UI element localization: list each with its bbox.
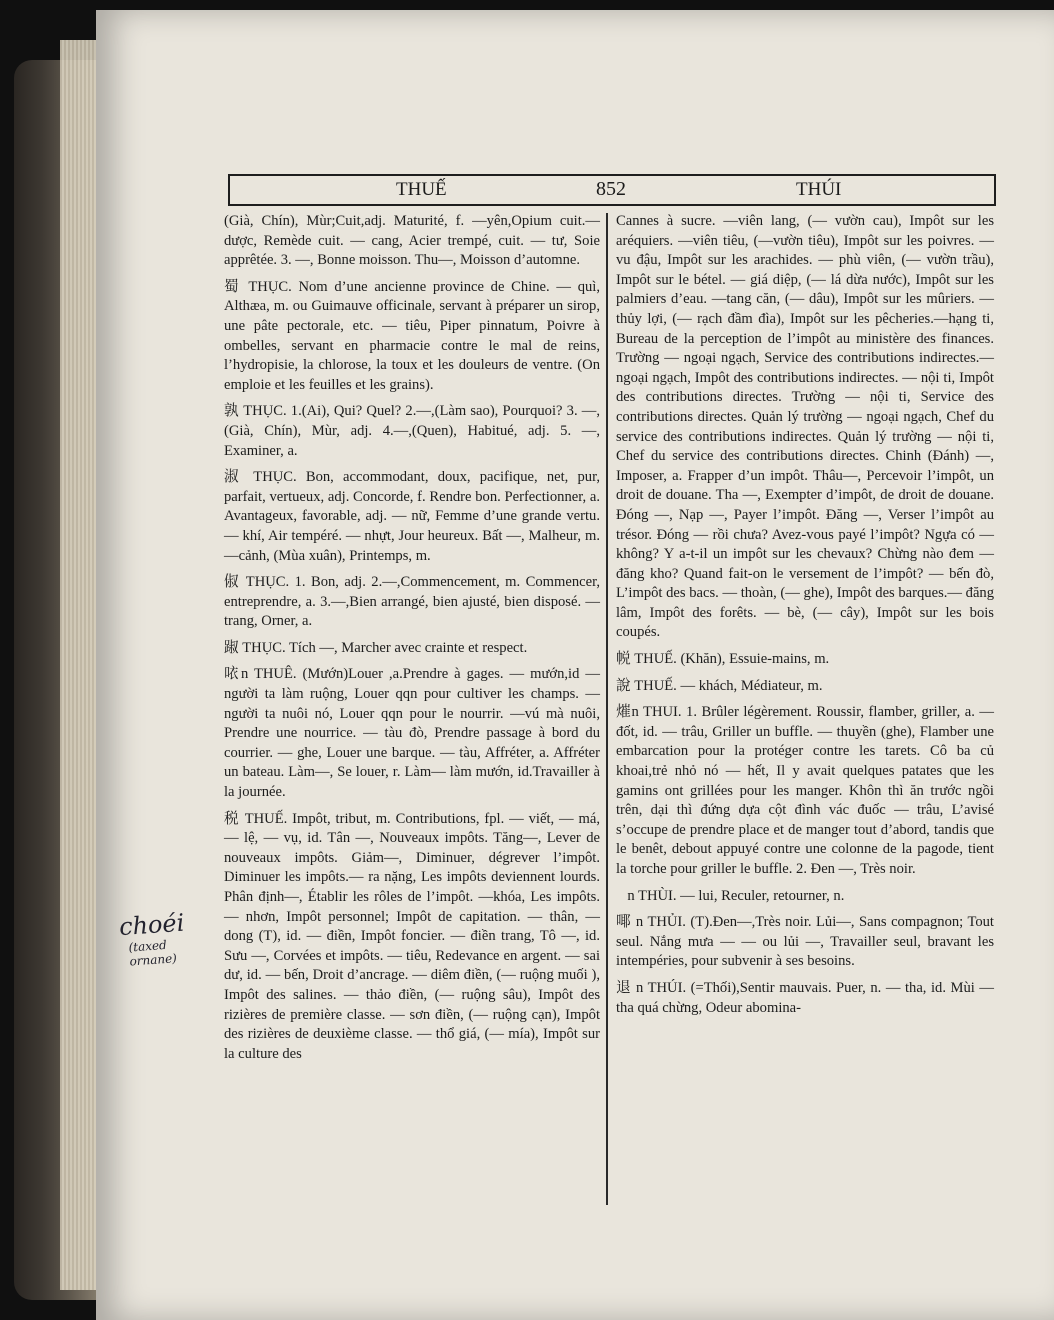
entry-thue-2: 税 THUẾ. Impôt, tribut, m. Contributions, fpl. — viết, — má, — lệ, — vụ, id. Tân —, Nouveaux impôts. Tăng—, Lever de nouveaux impôts. Giảm—, Diminuer, dégrever l’impôt. Diminuer les impôts.— ra nặng, Les impôts deviennent lourds. Phân định—, Établir les rôles de l’impôt. —khóa, Les impôts. — nhơn, Impôt personnel; Impôt de capitation. — thân, — dong (T), id. — điền, Impôt foncier. — điền trang, Tô —, id. Sưu —, Corvées et impôts. — tiêu, Redevance en argent. — sai dư, id. — bến, Droit d’ancrage. — diêm điền, (— ruộng muối ), Impôt des salines. — thảo điền, (— ruộng sâu), Impôt des rizières de première classe. — sơn điền, (— ruộng cạn), Impôt des rizières de deuxième classe. — thổ giá, (— mía), Impôt sur la culture des [224, 810, 600, 1062]
entry-thue-4: 說 THUẾ. — khách, Médiateur, m. [616, 677, 823, 694]
entry-thue-3: 帨 THUẾ. (Khăn), Essuie-mains, m. [616, 651, 830, 668]
margin-note-sub2: ornane) [129, 951, 178, 969]
entry-thui-2: 𨇒n THÙI. — lui, Reculer, retourner, n. [616, 887, 845, 904]
margin-note-word: choéi [118, 908, 186, 942]
entry-thuc-5: 踧 THỤC. Tích —, Marcher avec crainte et respect. [224, 639, 528, 656]
entry-thue-1: 𠲖n THUÊ. (Mướn)Louer ,a.Prendre à gages. — mướn,id —người ta làm ruộng, Louer qqn pour cultiver les champs. —người ta nuôi nó, Louer qqn pour le nourrir. —vú mà nuôi, Prendre une nourrice. — tàu đò, Prendre passage à bord du courrier. — ghe, Louer une barque. — tàu, Affréter, a. Affréter un bateau. Làm—, Se louer, r. Làm— làm mướn, id.Travailler à la journée. [224, 666, 600, 801]
right-column [616, 212, 994, 1018]
entry-thuc-3: 淑 THỤC. Bon, accommodant, doux, pacifique, net, pur, parfait, vertueux, adj. Concorde, f. Rendre bon. Perfectionner, a. Avantageux, favorable, adj. — nữ, Femme d’une grande vertu. — khí, Air tempéré. — nhựt, Jour heureux. Bất —, Malheur, m. —cảnh, (Mùa xuân), Printemps, m. [224, 469, 600, 564]
left-column [224, 212, 600, 1064]
entry-thuc-2: 孰 THỤC. 1.(Ai), Qui? Quel? 2.—,(Làm sao), Pourquoi? 3. —,(Già, Chín), Mùr, adj. 4.—,(Quen), Habitué, adj. 5. —, Examiner, a. [224, 403, 600, 459]
right-entry-continuation: Cannes à sucre. —viên lang, (— vườn cau), Impôt sur les aréquiers. —viên tiêu, (—vườn tiêu), Impôt sur les poivres. — vu đậu, Impôt sur les arachides. — phù viên, (— vườn trầu), Impôt sur le bétel. — giá diệp, (— lá dừa nước), Impôt sur les palmiers d’eau. —tang căn, (— dâu), Impôt sur les mûriers. — thủy lợi, (— rạch đầm đìa), Impôt sur les pêcheries.—hạng ti, Bureau de la perception de l’impôt au ministère des finances. Trường — ngoại ngạch, Service des contributions indirectes.— ngoại ngạch, Impôt des contributions indirectes. — nội ti, Impôt des contributions directes. Trường — nội ti, Service des contributions directes. Quản lý trường — ngoại ngạch, Chef du service des contributions indirectes. Quản lý trường — nội ti, Chef du service des contributions directes. Chinh (Đánh) —, Imposer, a. Frapper d’un impôt. Thâu—, Percevoir l’impôt, un droit de douane. Tha —, Exempter d’impôt, de droit de douane. Đóng —, Nạp —, Payer l’impôt. Đăng —, Verser l’impôt au trésor. Đóng — rồi chưa? Avez-vous payé l’impôt? Ngựa có — không? Y a-t-il un impôt sur les chevaux? Chừng nào đem — đăng kho? Quand fait-on le versement de l’impôt? — bến đò, L’impôt des bacs. — thoàn, (— ghe), Impôt des barques.— đăng lâm, Impôt des forêts. — bè, (— cây), Impôt sur les bois coupés. [616, 213, 995, 641]
left-headword: THUẾ [396, 179, 447, 200]
page-number: 852 [596, 178, 626, 200]
handwritten-margin-note [118, 907, 212, 969]
entry-thui-4: 退 n THÚI. (=Thối),Sentir mauvais. Puer, n. — tha, id. Mùi — tha quá chừng, Odeur abomina- [616, 979, 994, 1016]
left-entry-continuation: (Già, Chín), Mùr;Cuit,adj. Maturité, f. —yên,Opium cuit.—dược, Remède cuit. — cang, Acier trempé, cuit. — tư, Soie apprêtée. 3. —, Bonne moisson. Thu—, Moisson d’automne. [224, 213, 600, 269]
entry-thui-3: 㖿 n THỦI. (T).Đen—,Très noir. Lủi—, Sans compagnon; Tout seul. Nắng mưa — — ou lủi —, Travailler seul, bravant les intempéries, pour subvenir à ses besoins. [616, 914, 994, 970]
page-header [228, 174, 996, 206]
entry-thuc-4: 俶 THỤC. 1. Bon, adj. 2.—,Commencement, m. Commencer, entreprendre, a. 3.—,Bien arrangé, bien ajusté, bien disposé. —trang, Orner, a. [224, 574, 600, 630]
margin-note-sub1: (taxed [128, 937, 168, 955]
entry-thui-1: 熣n THUI. 1. Brûler légèrement. Roussir, flamber, griller, a. — đốt, id. — trâu, Griller un buffle. — thuyền (ghe), Flamber une embarcation pour la protéger contre les tarets. Cô ba củ khoai,trẻ nhỏ nó — hết, Il y avait quelques patates que les gamins ont grillées pour les manger. Khôn thì ăn trước ngồi trên, dại thì đứng dựa cột đình vác đuốc — trâu, L’avisé s’occupe de prendre place et de manger tout d’abord, tandis que le benêt, debout appuyé contre une colonne de la pagode, tient la torche pour griller le buffle. 2. Đen —, Très noir. [616, 704, 994, 877]
entry-thuc-1: 蜀 THỤC. Nom d’une ancienne province de Chine. — quì, Althæa, m. ou Guimauve officinale, servant à préparer un sirop, une pâte pectorale, etc. — tiêu, Piper pinnatum, Poivre à ombelles, servant en pharmacie contre le mal de reins, l’hydropisie, la chlorose, la toux et les douleurs de ventre. (On emploie et les feuilles et les grains). [224, 278, 600, 393]
right-headword: THÚI [796, 179, 842, 200]
column-divider [606, 213, 608, 1205]
